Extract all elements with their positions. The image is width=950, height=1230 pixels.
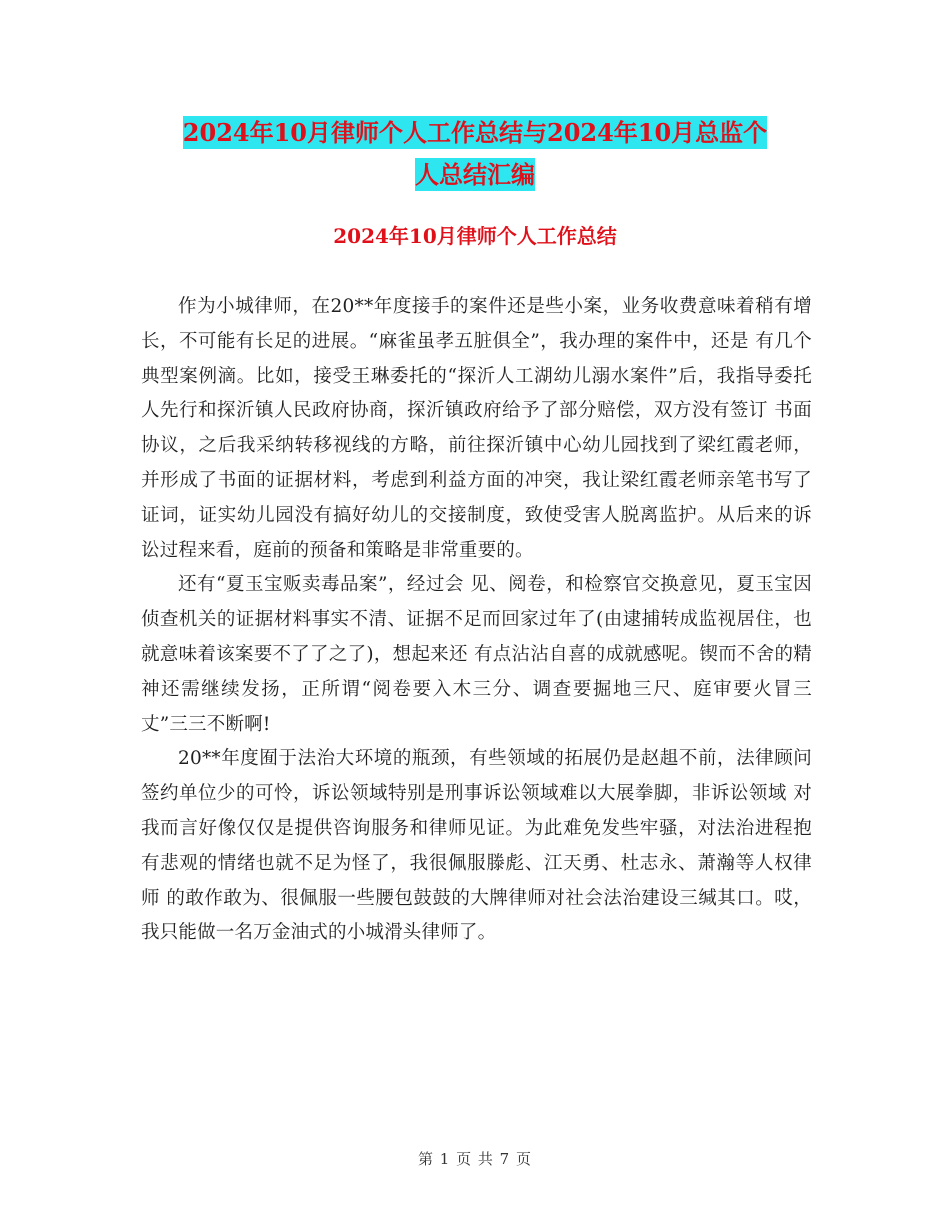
page-number-mid: 页 共 xyxy=(456,1150,494,1168)
document-title-line-1: 2024年10月律师个人工作总结与2024年10月总监个 xyxy=(182,118,768,147)
paragraph-3: 20**年度囿于法治大环境的瓶颈，有些领域的拓展仍是赵趄不前，法律顾问签约单位少的可怜，诉讼领域特别是刑事诉讼领域难以大展拳脚，非诉讼领域 对我而言好像仅仅是提供咨询服务和律师见证。为此难免发些牢骚，对法治进程抱有悲观的情绪也就不足为怪了，我很佩服滕彪、江天勇、杜志永、萧瀚等人权律师 的敢作敢为、很佩服一些腰包鼓鼓的大牌律师对社会法治建设三缄其口。哎，我只能做一名万金油式的小城滑头律师了。 xyxy=(141,748,812,944)
page-number-suffix: 页 xyxy=(516,1150,533,1168)
page-number-prefix: 第 xyxy=(417,1150,434,1168)
document-body xyxy=(141,290,812,951)
document-title-line-2: 人总结汇编 xyxy=(415,160,535,189)
paragraph-2: 还有“夏玉宝贩卖毒品案”，经过会 见、阅卷，和检察官交换意见，夏玉宝因侦查机关的证据材料事实不清、证据不足而回家过年了(由逮捕转成监视居住，也就意味着该案要不了了之了)，想起来还 有点沾沾自喜的成就感呢。锲而不舍的精神还需继续发扬，正所谓“阅卷要入木三分、调查要掘地三尺、庭审要火冒三丈”三三不断啊! xyxy=(141,574,812,735)
section-title: 2024年10月律师个人工作总结 xyxy=(333,224,617,248)
paragraph-1: 作为小城律师，在20**年度接手的案件还是些小案，业务收费意味着稍有增长，不可能有长足的进展。“麻雀虽孝五脏俱全”，我办理的案件中，还是 有几个典型案例滴。比如，接受王琳委托的“探沂人工湖幼儿溺水案件”后，我指导委托人先行和探沂镇人民政府协商，探沂镇政府给予了部分赔偿，双方没有签订 书面协议，之后我采纳转移视线的方略，前往探沂镇中心幼儿园找到了梁红霞老师，并形成了书面的证据材料，考虑到利益方面的冲突，我让梁红霞老师亲笔书写了 证词，证实幼儿园没有搞好幼儿的交接制度，致使受害人脱离监护。从后来的诉讼过程来看，庭前的预备和策略是非常重要的。 xyxy=(141,296,812,561)
page-number-total: 7 xyxy=(499,1150,511,1168)
document-title xyxy=(120,112,830,196)
page-footer xyxy=(0,1148,950,1169)
page-number-current: 1 xyxy=(439,1150,451,1168)
